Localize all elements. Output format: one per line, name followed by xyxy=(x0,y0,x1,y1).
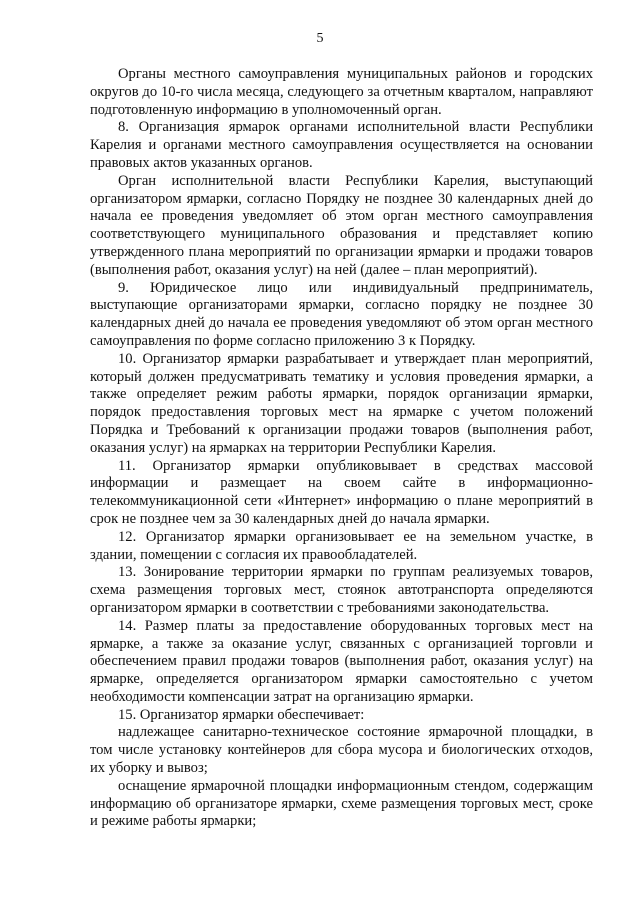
paragraph-13: 13. Зонирование территории ярмарки по группам реализуемых товаров, схема размещения торговых мест, стоянок автотранспорта определяются организатором ярмарки в соответствии с требованиями законодательства. xyxy=(90,564,593,616)
paragraph-14: 14. Размер платы за предоставление оборудованных торговых мест на ярмарке, а также за оказание услуг, связанных с организацией торговли и обеспечением правил продажи товаров (выполнения работ, оказания услуг) на ярмарке, определяется организатором ярмарки самостоятельно с учетом необходимости компенсации затрат на организацию ярмарки. xyxy=(90,617,593,705)
paragraph-11: 11. Организатор ярмарки опубликовывает в средствах массовой информации и размещает на своем сайте в информационно-телекоммуникационной сети «Интернет» информацию о плане мероприятий в срок не позднее чем за 30 календарных дней до начала ярмарки. xyxy=(90,457,593,527)
paragraph-15-info-stand: оснащение ярмарочной площадки информационным стендом, содержащим информацию об организаторе ярмарки, схеме размещения торговых мест, сроке и режиме работы ярмарки; xyxy=(90,777,593,830)
paragraph-15-sanitary: надлежащее санитарно-техническое состояние ярмарочной площадки, в том числе установку контейнеров для сбора мусора и биологических отходов, их уборку и вывоз; xyxy=(90,724,593,777)
paragraph-reporting: Органы местного самоуправления муниципальных районов и городских округов до 10-го числа месяца, следующего за отчетным кварталом, направляют подготовленную информацию в уполномоченный орган. xyxy=(90,66,593,118)
paragraph-15: 15. Организатор ярмарки обеспечивает: xyxy=(118,706,365,723)
paragraph-9: 9. Юридическое лицо или индивидуальный предприниматель, выступающие организаторами ярмарки, согласно порядку не позднее 30 календарных дней до начала ее проведения уведомляют об этом орган местного самоуправления по форме согласно приложению 3 к Порядку. xyxy=(90,279,593,349)
document-body xyxy=(90,66,593,831)
paragraph-10: 10. Организатор ярмарки разрабатывает и утверждает план мероприятий, который должен предусматривать тематику и условия проведения ярмарки, а также определяет режим работы ярмарки, порядок организации ярмарки, порядок предоставления торговых мест на ярмарке с учетом положений Порядка и Требований к организации продажи товаров (выполнения работ, оказания услуг) на ярмарках на территории Республики Карелия. xyxy=(90,350,593,456)
paragraph-12: 12. Организатор ярмарки организовывает ее на земельном участке, в здании, помещении с согласия их правообладателей. xyxy=(90,528,593,563)
page-number: 5 xyxy=(316,31,324,46)
paragraph-8: 8. Организация ярмарок органами исполнительной власти Республики Карелия и органами местного самоуправления осуществляется на основании правовых актов указанных органов. xyxy=(90,119,593,171)
paragraph-executive-organizer: Орган исполнительной власти Республики Карелия, выступающий организатором ярмарки, согласно Порядку не позднее 30 календарных дней до начала ее проведения уведомляет об этом орган местного самоуправления соответствующего муниципального образования и представляет копию утвержденного плана мероприятий по организации ярмарки и продажи товаров (выполнения работ, оказания услуг) на ней (далее – план мероприятий). xyxy=(90,172,593,278)
